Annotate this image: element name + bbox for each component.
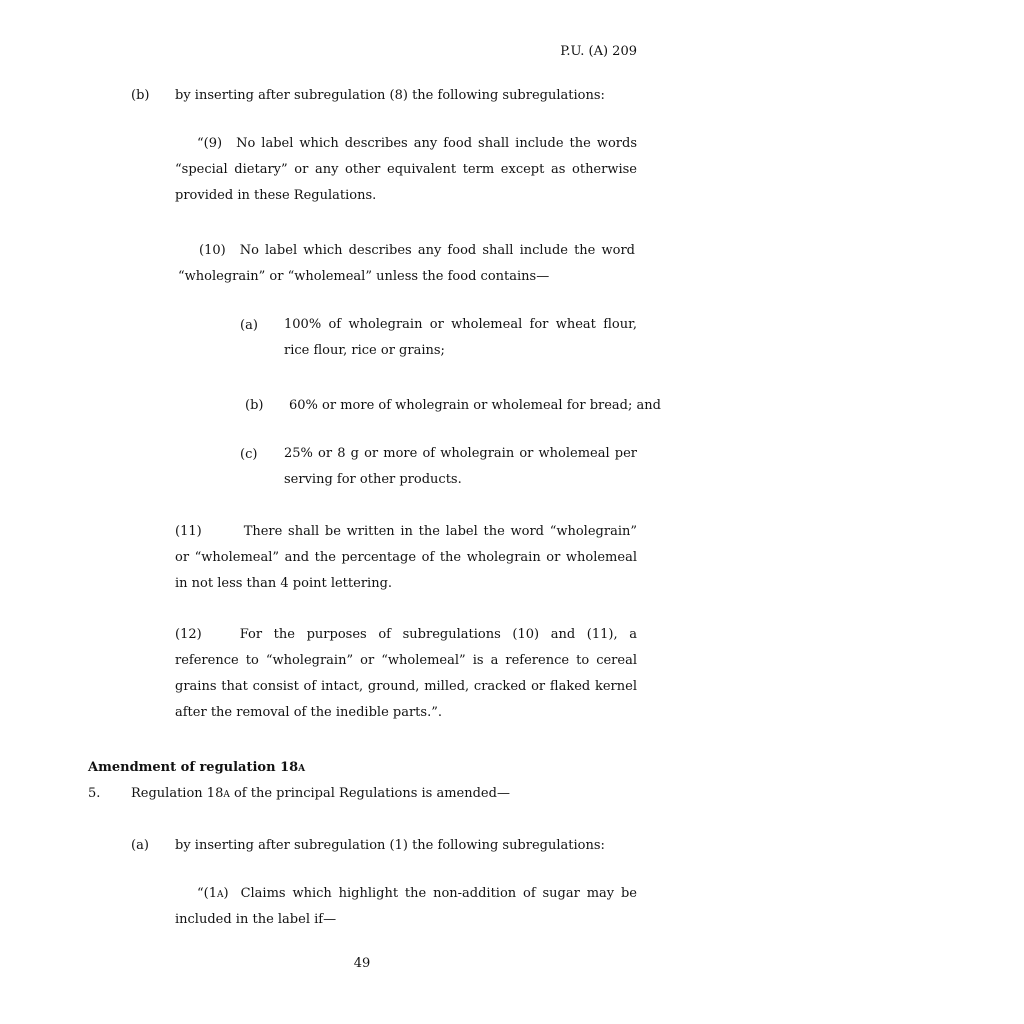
item-b-text: 60% or more of wholegrain or wholemeal for bread; and: [289, 398, 661, 413]
subregulation-11: [175, 519, 637, 597]
page-number: 49: [353, 956, 371, 971]
subregulation-9-text: No label which describes any food shall include the words “special dietary” or any other equivalent term except as otherwise provided in these Regulations.: [175, 136, 637, 203]
subregulation-11-number: (11): [175, 524, 202, 539]
subregulation-9: [175, 131, 637, 209]
subregulation-10-number: (10): [199, 243, 226, 258]
subregulation-1a: [175, 881, 637, 933]
item-a-label: (a): [240, 318, 258, 333]
item-c-text: 25% or 8 g or more of wholegrain or wholemeal per serving for other products.: [284, 446, 637, 487]
paragraph-b-intro: by inserting after subregulation (8) the following subregulations:: [175, 88, 605, 103]
section-heading: Amendment of regulation 18a: [88, 760, 306, 775]
document-reference: P.U. (A) 209: [560, 44, 637, 59]
subregulation-12-number: (12): [175, 627, 202, 642]
subregulation-12-text: For the purposes of subregulations (10) and (11), a reference to “wholegrain” or “wholemeal” is a reference to cereal grains that consist of intact, ground, milled, cracked or flaked kernel after the removal of the inedible parts.”.: [175, 627, 637, 720]
item-b-label: (b): [245, 398, 264, 413]
item-a-text: 100% of wholegrain or wholemeal for wheat flour, rice flour, rice or grains;: [284, 317, 637, 358]
subregulation-10-text: No label which describes any food shall include the word: [239, 243, 635, 258]
subregulation-11-text: There shall be written in the label the word “wholegrain” or “wholemeal” and the percentage of the wholegrain or wholemeal in not less than 4 point lettering.: [175, 524, 637, 591]
item-c-label: (c): [240, 447, 258, 462]
section-5-text: Regulation 18a of the principal Regulations is amended—: [131, 786, 510, 801]
subregulation-1a-number: “(1a): [197, 886, 229, 901]
subregulation-10-line1: [199, 243, 635, 258]
paragraph-label-b: (b): [131, 88, 150, 103]
subregulation-9-number: “(9): [197, 136, 223, 151]
section-number: 5.: [88, 786, 101, 801]
subregulation-12: [175, 622, 637, 726]
paragraph-a-intro: by inserting after subregulation (1) the following subregulations:: [175, 838, 605, 853]
subregulation-10-line2: “wholegrain” or “wholemeal” unless the food contains—: [178, 269, 550, 284]
subregulation-1a-text: Claims which highlight the non-addition of sugar may be included in the label if—: [175, 886, 637, 927]
paragraph-label-a: (a): [131, 838, 149, 853]
